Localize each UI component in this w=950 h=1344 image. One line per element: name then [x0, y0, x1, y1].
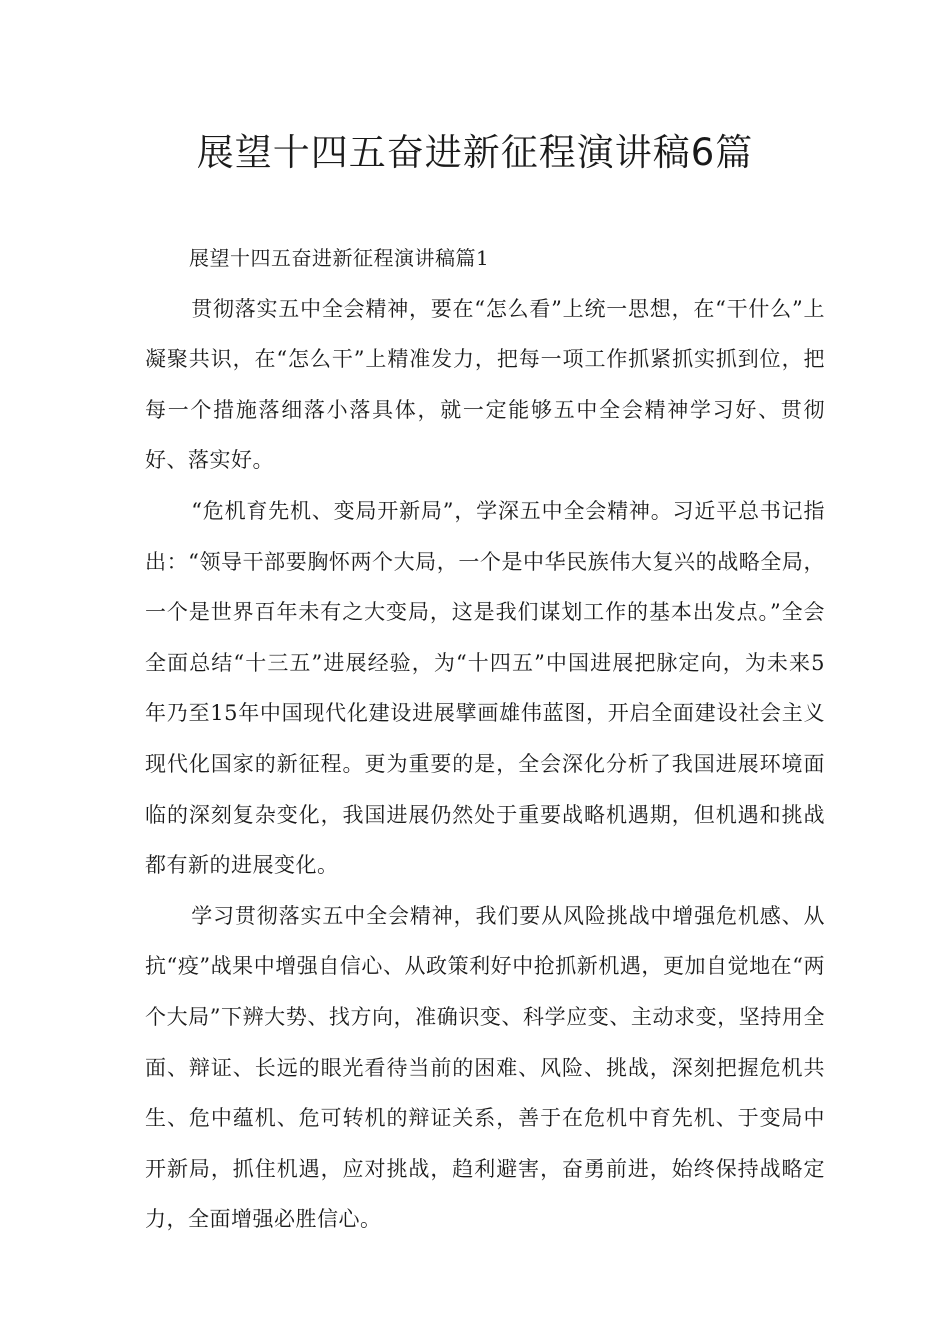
paragraph: “危机育先机、变局开新局”，学深五中全会精神。习近平总书记指出：“领导干部要胸怀两个大局，一个是中华民族伟大复兴的战略全局，一个是世界百年未有之大变局，这是我们谋划工作的基本出发点。”全会全面总结“十三五”进展经验，为“十四五”中国进展把脉定向，为未来5年乃至15年中国现代化建设进展擘画雄伟蓝图，开启全面建设社会主义现代化国家的新征程。更为重要的是，全会深化分析了我国进展环境面临的深刻复杂变化，我国进展仍然处于重要战略机遇期，但机遇和挑战都有新的进展变化。 — [145, 498, 825, 878]
document-body — [145, 233, 825, 1245]
paragraph: 学习贯彻落实五中全会精神，我们要从风险挑战中增强危机感、从抗“疫”战果中增强自信心、从政策利好中抢抓新机遇，更加自觉地在“两个大局”下辨大势、找方向，准确识变、科学应变、主动求变，坚持用全面、辩证、长远的眼光看待当前的困难、风险、挑战，深刻把握危机共生、危中蕴机、危可转机的辩证关系，善于在危机中育先机、于变局中开新局，抓住机遇，应对挑战，趋利避害，奋勇前进，始终保持战略定力，全面增强必胜信心。 — [145, 903, 825, 1232]
section-heading: 展望十四五奋进新征程演讲稿篇1 — [189, 246, 490, 270]
document-title: 展望十四五奋进新征程演讲稿6篇 — [196, 131, 754, 174]
paragraph: 贯彻落实五中全会精神，要在“怎么看”上统一思想，在“干什么”上凝聚共识，在“怎么干”上精准发力，把每一项工作抓紧抓实抓到位，把每一个措施落细落小落具体，就一定能够五中全会精神学习好、贯彻好、落实好。 — [145, 296, 825, 473]
